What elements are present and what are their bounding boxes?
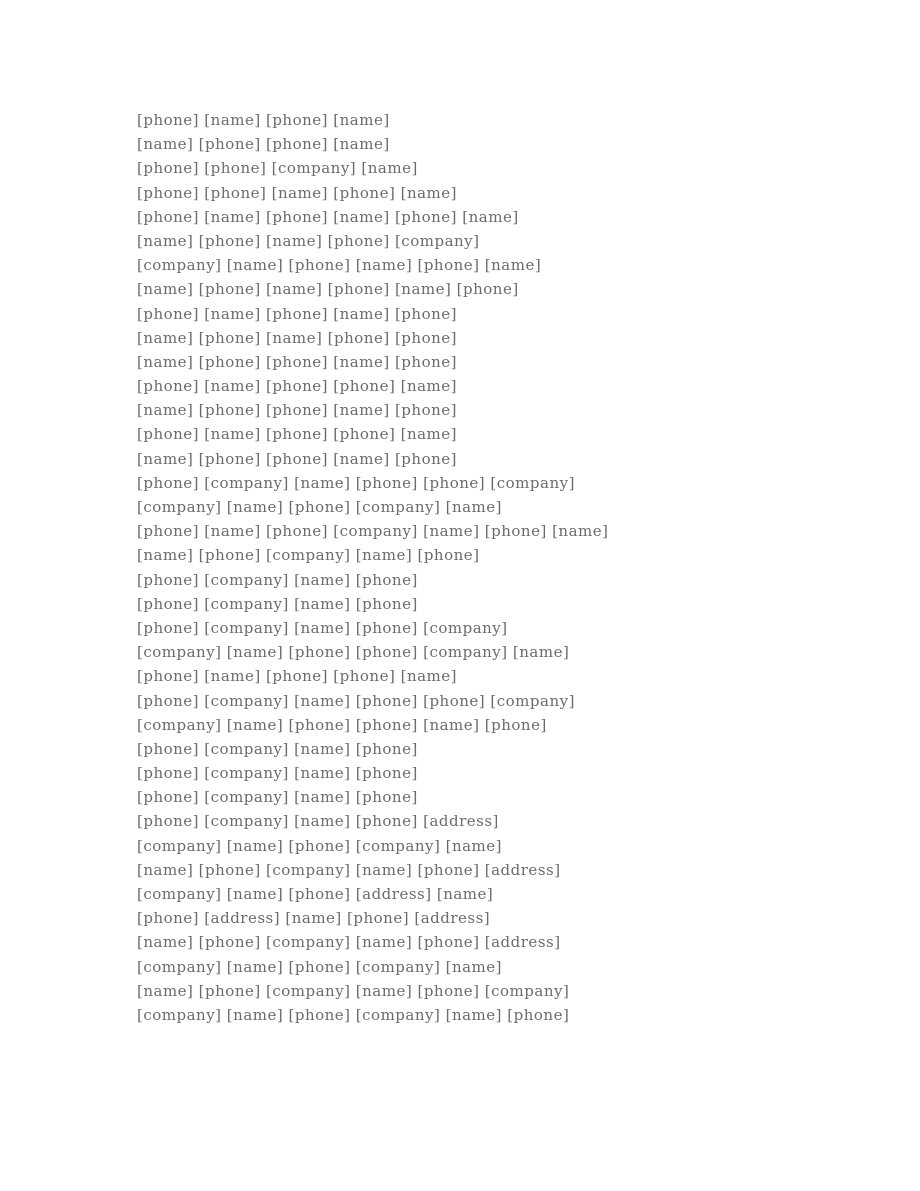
text-line: [company] [name] [phone] [address] [name] <box>137 885 494 903</box>
text-line: [company] [name] [phone] [name] [phone] [name] <box>137 256 542 275</box>
text-line: [phone] [name] [phone] [phone] [name] <box>137 667 457 686</box>
text-line: [phone] [company] [name] [phone] <box>137 594 418 613</box>
text-line: [phone] [name] [phone] [company] [name] [phone] [name] <box>137 522 609 541</box>
text-line: [phone] [company] [name] [phone] <box>137 739 418 758</box>
text-line: [name] [phone] [name] [phone] [name] [phone] <box>137 280 519 299</box>
text-line: [phone] [company] [name] [phone] [phone] [company] <box>137 473 575 492</box>
text-line: [name] [phone] [phone] [name] [phone] <box>137 449 457 468</box>
text-line: [name] [phone] [company] [name] [phone] [company] <box>137 981 570 1000</box>
text-line: [company] [name] [phone] [company] [name] <box>137 498 503 516</box>
text-line: [phone] [address] [name] [phone] [address] <box>137 909 491 928</box>
text-line: [company] [name] [phone] [company] [name] <box>137 836 503 855</box>
text-line: [phone] [name] [phone] [phone] [name] <box>137 425 457 444</box>
contact-directory-text <box>137 108 797 1027</box>
text-line: [company] [name] [phone] [company] [name] <box>137 957 503 976</box>
text-line: [phone] [company] [name] [phone] [address] <box>137 812 499 831</box>
text-line: [phone] [company] [name] [phone] <box>137 764 418 783</box>
text-line: [phone] [name] [phone] [name] <box>137 111 390 129</box>
text-line: [phone] [company] [name] [phone] <box>137 788 418 807</box>
text-line: [phone] [phone] [name] [phone] [name] <box>137 183 457 202</box>
text-line: [name] [phone] [name] [phone] [company] <box>137 231 480 250</box>
text-line: [company] [name] [phone] [phone] [company] [name] <box>137 643 570 662</box>
text-line: [phone] [company] [name] [phone] <box>137 570 418 589</box>
text-line: [phone] [company] [name] [phone] [phone] [company] <box>137 691 575 710</box>
text-line: [company] [name] [phone] [company] [name] [phone] <box>137 1005 570 1024</box>
text-line: [phone] [name] [phone] [name] [phone] [name] <box>137 207 519 226</box>
text-line: [name] [phone] [company] [name] [phone] [address] <box>137 860 561 879</box>
text-line: [name] [phone] [phone] [name] [phone] <box>137 401 457 420</box>
text-line: [name] [phone] [phone] [name] [phone] <box>137 352 457 371</box>
text-line: [name] [phone] [phone] [name] <box>137 135 390 154</box>
text-line: [name] [phone] [company] [name] [phone] <box>137 546 480 565</box>
text-line: [company] [name] [phone] [phone] [name] [phone] <box>137 715 547 734</box>
text-line: [phone] [phone] [company] [name] <box>137 159 418 178</box>
text-line: [name] [phone] [company] [name] [phone] [address] <box>137 933 561 952</box>
text-line: [phone] [name] [phone] [name] [phone] <box>137 304 457 323</box>
text-line: [phone] [company] [name] [phone] [company] <box>137 618 508 637</box>
text-line: [name] [phone] [name] [phone] [phone] <box>137 328 457 347</box>
text-line: [phone] [name] [phone] [phone] [name] <box>137 377 457 396</box>
